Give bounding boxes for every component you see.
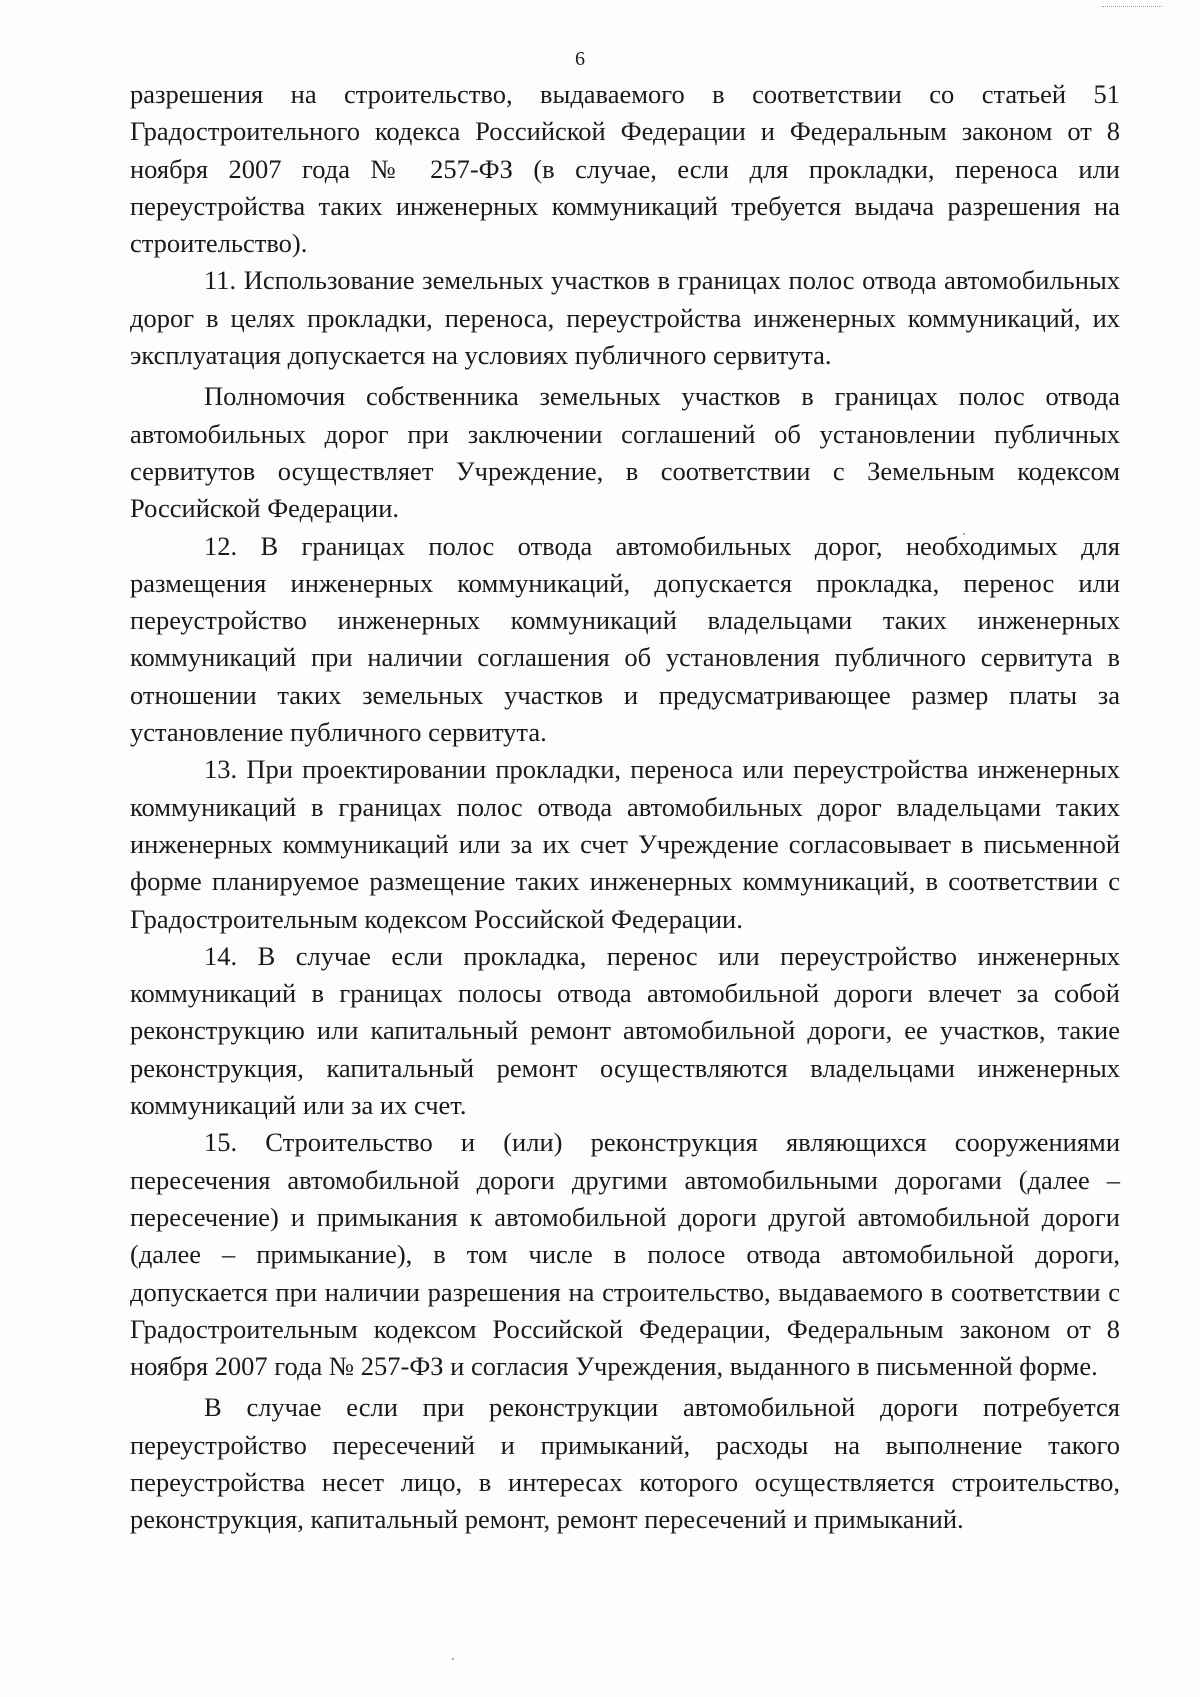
paragraph-item-12: 12. В границах полос отвода автомобильных дорог, необходимых для размещения инженерных коммуникаций, допускается прокладка, перенос или переустройство инженерных коммуникаций владельцами таких инженерных коммуникаций при наличии соглашения об установления публичного сервитута в отношении таких земельных участков и предусматривающее размер платы за установление публичного сервитута. bbox=[130, 530, 1120, 748]
page-number: 6 bbox=[575, 48, 585, 70]
paragraph-continuation: разрешения на строительство, выдаваемого в соответствии со статьей 51 Градостроительного кодекса Российской Федерации и Федеральным законом от 8 ноября 2007 года № 257-ФЗ (в случае, если для прокладки, переноса или переустройства таких инженерных коммуникаций требуется выдача разрешения на строительство). bbox=[130, 79, 1120, 259]
paragraph-item-15: 15. Строительство и (или) реконструкция являющихся сооружениями пересечения автомобильной дороги другими автомобильными дорогами (далее – пересечение) и примыкания к автомобильной дороги другой автомобильной дороги (далее – примыкание), в том числе в полосе отвода автомобильной дороги, допускается при наличии разрешения на строительство, выдаваемого в соответствии с Градостроительным кодексом Российской Федерации, Федеральным законом от 8 ноября 2007 года № 257-ФЗ и согласия Учреждения, выданного в письменной форме. bbox=[130, 1127, 1120, 1382]
paragraph-reconstruction-costs: В случае если при реконструкции автомобильной дороги потребуется переустройство пересечений и примыканий, расходы на выполнение такого переустройства несет лицо, в интересах которого осуществляется строительство, реконструкция, капитальный ремонт, ремонт пересечений и примыканий. bbox=[130, 1392, 1120, 1535]
scan-speck bbox=[452, 1658, 454, 1660]
scan-artifact bbox=[1102, 0, 1162, 7]
paragraph-item-11: 11. Использование земельных участков в границах полос отвода автомобильных дорог в целях прокладки, переноса, переустройства инженерных коммуникаций, их эксплуатация допускается на условиях публичного сервитута. bbox=[130, 265, 1120, 371]
document-body bbox=[130, 76, 1120, 1539]
paragraph-item-14: 14. В случае если прокладка, перенос или переустройство инженерных коммуникаций в границах полосы отвода автомобильной дороги влечет за собой реконструкцию или капитальный ремонт автомобильной дороги, ее участков, такие реконструкция, капитальный ремонт осуществляются владельцами инженерных коммуникаций или за их счет. bbox=[130, 940, 1120, 1121]
paragraph-item-13: 13. При проектировании прокладки, переноса или переустройства инженерных коммуникаций в границах полос отвода автомобильных дорог владельцами таких инженерных коммуникаций или за их счет Учреждение согласовывает в письменной форме планируемое размещение таких инженерных коммуникаций, в соответствии с Градостроительным кодексом Российской Федерации. bbox=[130, 754, 1120, 934]
paragraph-owner-powers: Полномочия собственника земельных участков в границах полос отвода автомобильных дорог при заключении соглашений об установлении публичных сервитутов осуществляет Учреждение, в соответствии с Земельным кодексом Российской Федерации. bbox=[130, 381, 1120, 524]
